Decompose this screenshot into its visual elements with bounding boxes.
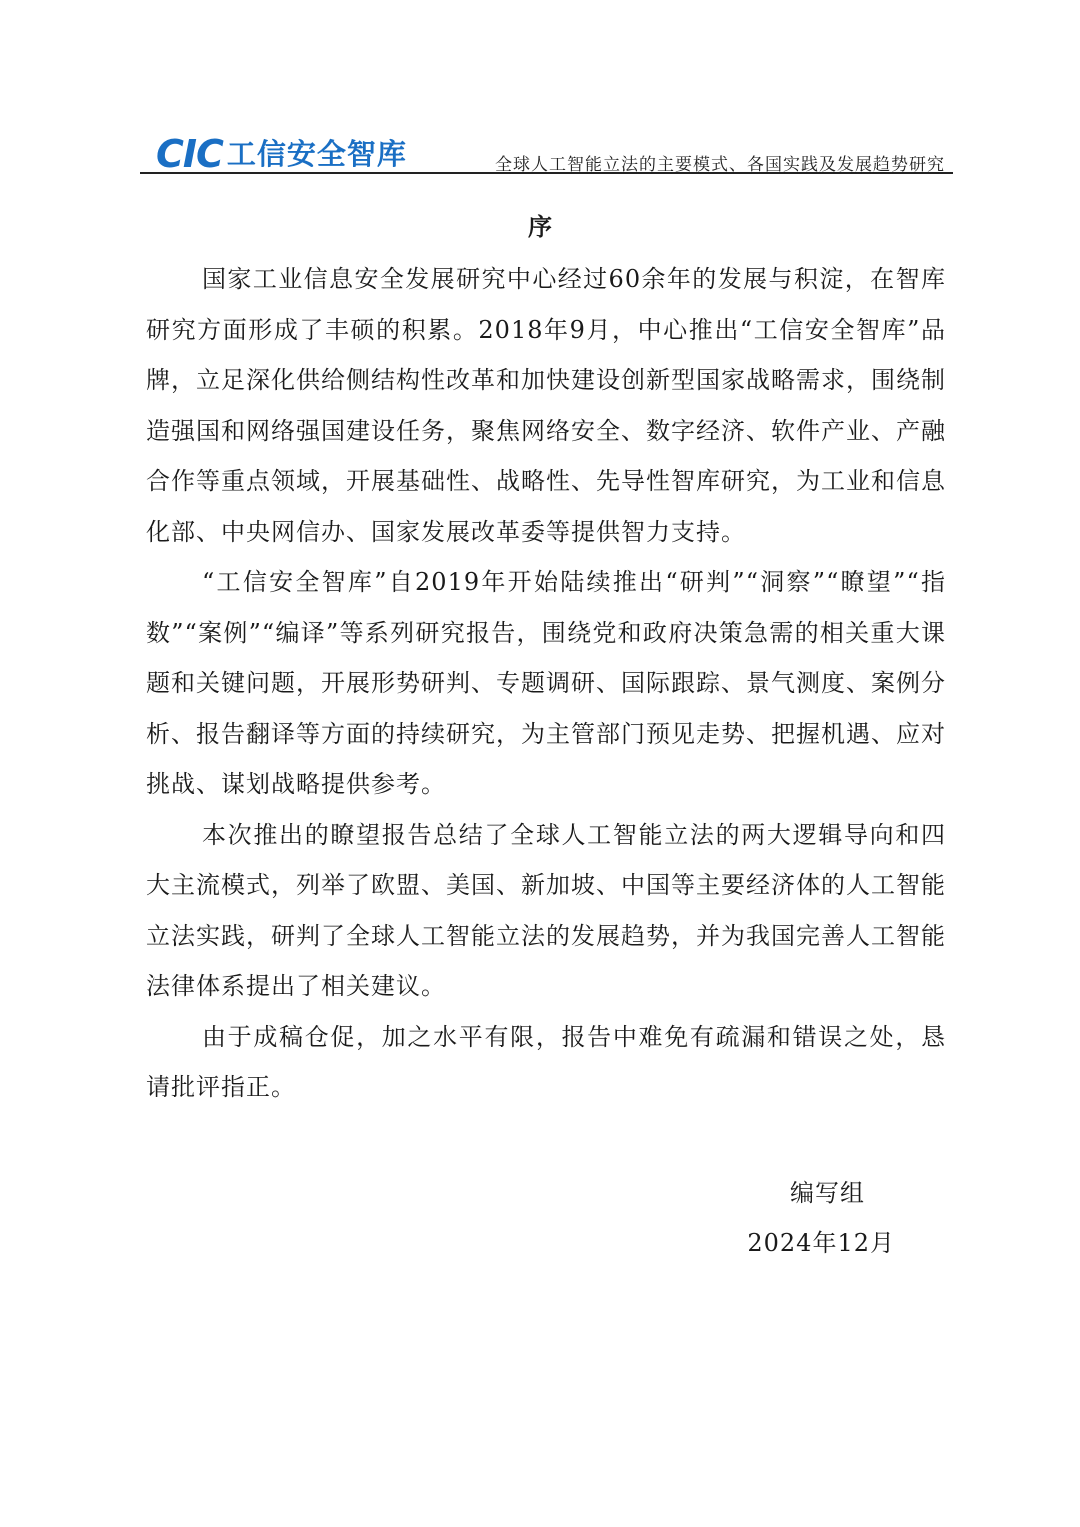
cic-logo — [156, 132, 407, 176]
paragraph: “工信安全智库”自2019年开始陆续推出“研判”“洞察”“瞭望”“指数”“案例”“编译”等系列研究报告，围绕党和政府决策急需的相关重大课题和关键问题，开展形势研判、专题调研、国际跟踪、景气测度、案例分析、报告翻译等方面的持续研究，为主管部门预见走势、把握机遇、应对挑战、谋划战略提供参考。 — [146, 568, 946, 798]
paragraph: 由于成稿仓促，加之水平有限，报告中难免有疏漏和错误之处，恳请批评指正。 — [146, 1022, 946, 1101]
preface-body — [146, 254, 946, 1113]
page-heading: 序 — [528, 213, 552, 241]
header-divider — [140, 172, 953, 174]
signature-date: 2024年12月 — [747, 1229, 895, 1257]
paragraph: 本次推出的瞭望报告总结了全球人工智能立法的两大逻辑导向和四大主流模式，列举了欧盟、美国、新加坡、中国等主要经济体的人工智能立法实践，研判了全球人工智能立法的发展趋势，并为我国完善人工智能法律体系提出了相关建议。 — [146, 820, 946, 1000]
signature-author: 编写组 — [790, 1179, 865, 1207]
running-header-title: 全球人工智能立法的主要模式、各国实践及发展趋势研究 — [495, 155, 945, 175]
logo-chinese-text: 工信安全智库 — [226, 137, 407, 171]
logo-latin-text: CIC — [156, 132, 223, 176]
paragraph: 国家工业信息安全发展研究中心经过60余年的发展与积淀，在智库研究方面形成了丰硕的积累。2018年9月，中心推出“工信安全智库”品牌，立足深化供给侧结构性改革和加快建设创新型国家战略需求，围绕制造强国和网络强国建设任务，聚焦网络安全、数字经济、软件产业、产融合作等重点领域，开展基础性、战略性、先导性智库研究，为工业和信息化部、中央网信办、国家发展改革委等提供智力支持。 — [146, 265, 946, 546]
page-header — [140, 128, 953, 174]
signature-block — [0, 1168, 895, 1268]
